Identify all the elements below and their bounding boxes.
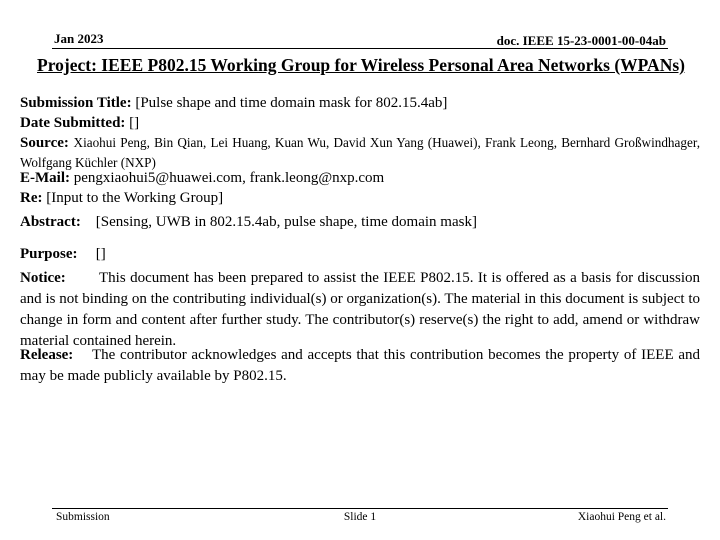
- submission-title-field: [20, 93, 700, 113]
- project-title: Project: IEEE P802.15 Working Group for Wireless Personal Area Networks (WPANs): [37, 55, 685, 75]
- notice-field: [20, 268, 700, 352]
- purpose-label: Purpose:: [20, 246, 78, 262]
- footer-rule: [52, 508, 668, 509]
- release-label: Release:: [20, 347, 74, 363]
- email-field: [20, 168, 700, 188]
- release-field: [20, 345, 700, 387]
- notice-value: This document has been prepared to assist the IEEE P802.15. It is offered as a basis for discussion and is not binding on the contributing individual(s) or organization(s). The material in this document is subject to change in form and content after further study. The contributor(s) reserve(s) the right to add, amend or withdraw material contained herein.: [20, 270, 700, 349]
- re-label: Re:: [20, 190, 43, 206]
- date-submitted-field: [20, 113, 700, 133]
- date-submitted-value: []: [129, 115, 140, 131]
- release-value: The contributor acknowledges and accepts that this contribution becomes the property of IEEE and may be made publicly available by P802.15.: [20, 347, 700, 384]
- submission-title-value: [Pulse shape and time domain mask for 802.15.4ab]: [135, 95, 448, 111]
- source-field: [20, 133, 700, 173]
- purpose-value: []: [95, 246, 106, 262]
- purpose-field: [20, 244, 700, 264]
- footer-author: Xiaohui Peng et al.: [577, 511, 666, 523]
- source-value: Xiaohui Peng, Bin Qian, Lei Huang, Kuan Wu, David Xun Yang (Huawei), Frank Leong, Bernhard Großwindhager, Wolfgang Küchler (NXP): [20, 135, 700, 170]
- email-value: pengxiaohui5@huawei.com, frank.leong@nxp.com: [73, 170, 385, 186]
- notice-label: Notice:: [20, 270, 66, 286]
- re-value: [Input to the Working Group]: [46, 190, 224, 206]
- submission-title-label: Submission Title:: [20, 95, 132, 111]
- footer-slide-number: Slide 1: [343, 511, 377, 523]
- re-field: [20, 188, 700, 208]
- header-doc-id: doc. IEEE 15-23-0001-00-04ab: [496, 33, 666, 48]
- header-rule: [52, 48, 668, 49]
- source-label: Source:: [20, 135, 69, 151]
- abstract-label: Abstract:: [20, 214, 81, 230]
- abstract-value: [Sensing, UWB in 802.15.4ab, pulse shape, time domain mask]: [95, 214, 477, 230]
- header-date: Jan 2023: [54, 31, 104, 46]
- abstract-field: [20, 212, 700, 232]
- footer-submission: Submission: [56, 511, 110, 523]
- email-label: E-Mail:: [20, 170, 70, 186]
- date-submitted-label: Date Submitted:: [20, 115, 126, 131]
